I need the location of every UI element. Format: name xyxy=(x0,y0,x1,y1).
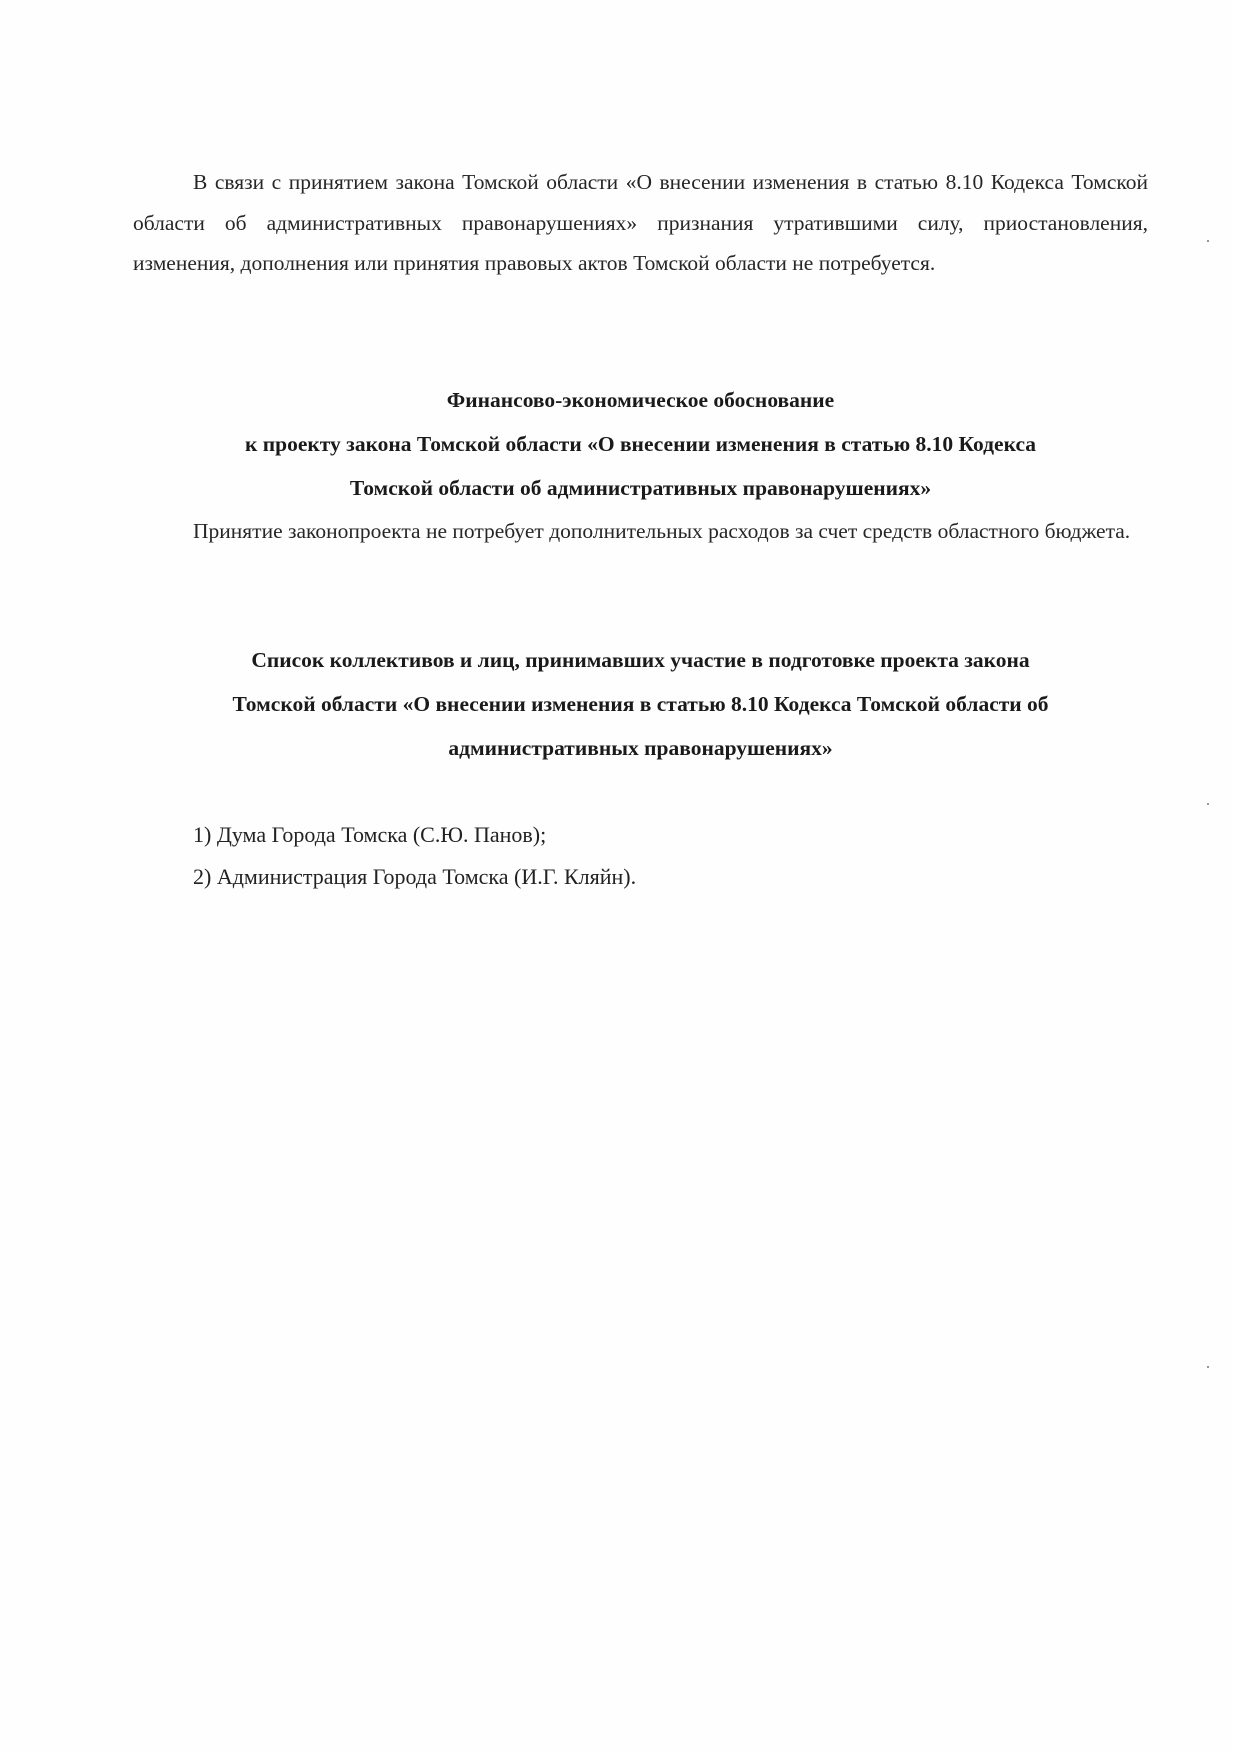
scan-speck xyxy=(1207,240,1209,242)
scan-speck xyxy=(1207,803,1209,805)
finance-heading-line-2: к проекту закона Томской области «О внесении изменения в статью 8.10 Кодекса xyxy=(244,432,1037,456)
finance-section-body: Принятие законопроекта не потребует дополнительных расходов за счет средств областного бюджета. xyxy=(193,519,1131,543)
list-item: 2) Администрация Города Томска (И.Г. Кляйн). xyxy=(193,864,637,889)
finance-heading-line-1: Финансово-экономическое обоснование xyxy=(446,388,835,412)
scan-speck xyxy=(1207,1366,1209,1368)
participants-heading-line-3: административных правонарушениях» xyxy=(448,736,833,760)
participants-section-heading xyxy=(133,638,1148,770)
finance-heading-line-3: Томской области об административных правонарушениях» xyxy=(349,476,932,500)
intro-paragraph: В связи с принятием закона Томской области «О внесении изменения в статью 8.10 Кодекса Томской области об административных правонарушениях» признания утратившими силу, приостановления, изменения, дополнения или принятия правовых актов Томской области не потребуется. xyxy=(133,170,1148,275)
participants-list xyxy=(193,814,636,898)
list-item: 1) Дума Города Томска (С.Ю. Панов); xyxy=(193,822,547,847)
participants-heading-line-1: Список коллективов и лиц, принимавших участие в подготовке проекта закона xyxy=(251,648,1030,672)
finance-section-heading xyxy=(133,378,1148,510)
participants-heading-line-2: Томской области «О внесении изменения в статью 8.10 Кодекса Томской области об xyxy=(232,692,1049,716)
